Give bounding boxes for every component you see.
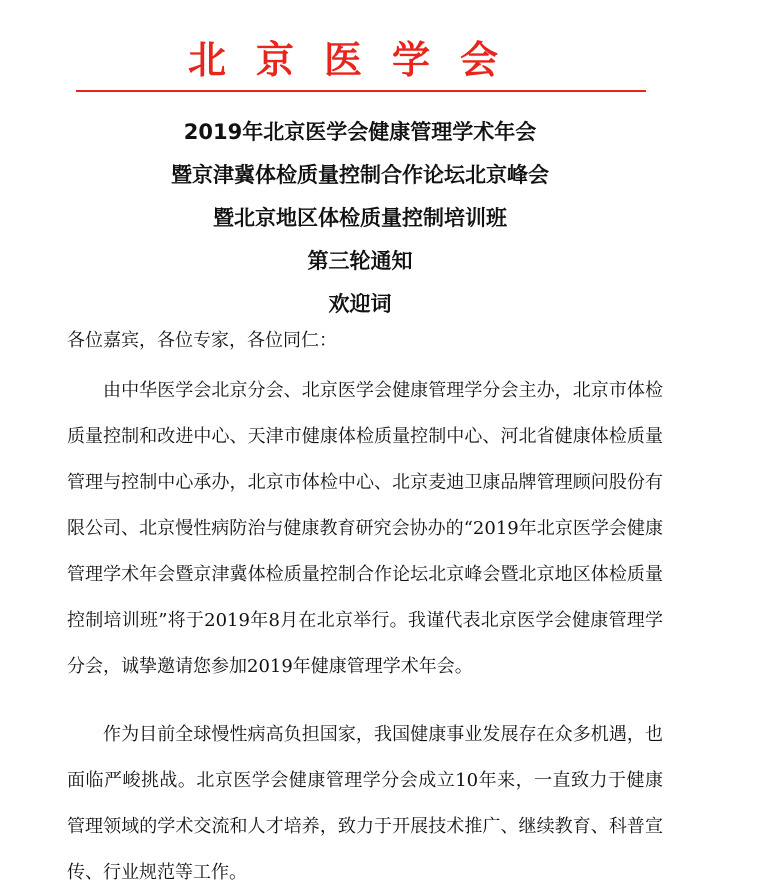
header-divider [76,90,646,92]
body-paragraph-1: 由中华医学会北京分会、北京医学会健康管理学分会主办，北京市体检质量控制和改进中心、天津市健康体检质量控制中心、河北省健康体检质量管理与控制中心承办，北京市体检中心、北京麦迪卫康品牌管理顾问股份有限公司、北京慢性病防治与健康教育研究会协办的“2019年北京医学会健康管理学术年会暨京津冀体检质量控制合作论坛北京峰会暨北京地区体检质量控制培训班”将于2019年8月在北京举行。我谨代表北京医学会健康管理学分会，诚挚邀请您参加2019年健康管理学术年会。 [67,380,663,677]
salutation: 各位嘉宾，各位专家，各位同仁： [67,330,337,351]
document-title-block [60,112,660,327]
body-paragraph-2: 作为目前全球慢性病高负担国家，我国健康事业发展存在众多机遇，也面临严峻挑战。北京医学会健康管理学分会成立10年来，一直致力于健康管理领域的学术交流和人才培养，致力于开展技术推广、继续教育、科普宣传、行业规范等工作。 [67,724,663,883]
notice-number: 第三轮通知 [307,249,413,273]
title-line-3: 暨北京地区体检质量控制培训班 [213,206,507,230]
title-line-2: 暨京津冀体检质量控制合作论坛北京峰会 [171,163,549,187]
title-line-1: 2019年北京医学会健康管理学术年会 [183,120,537,144]
organization-header: 北京医学会 [187,38,528,82]
welcome-heading: 欢迎词 [328,292,392,316]
